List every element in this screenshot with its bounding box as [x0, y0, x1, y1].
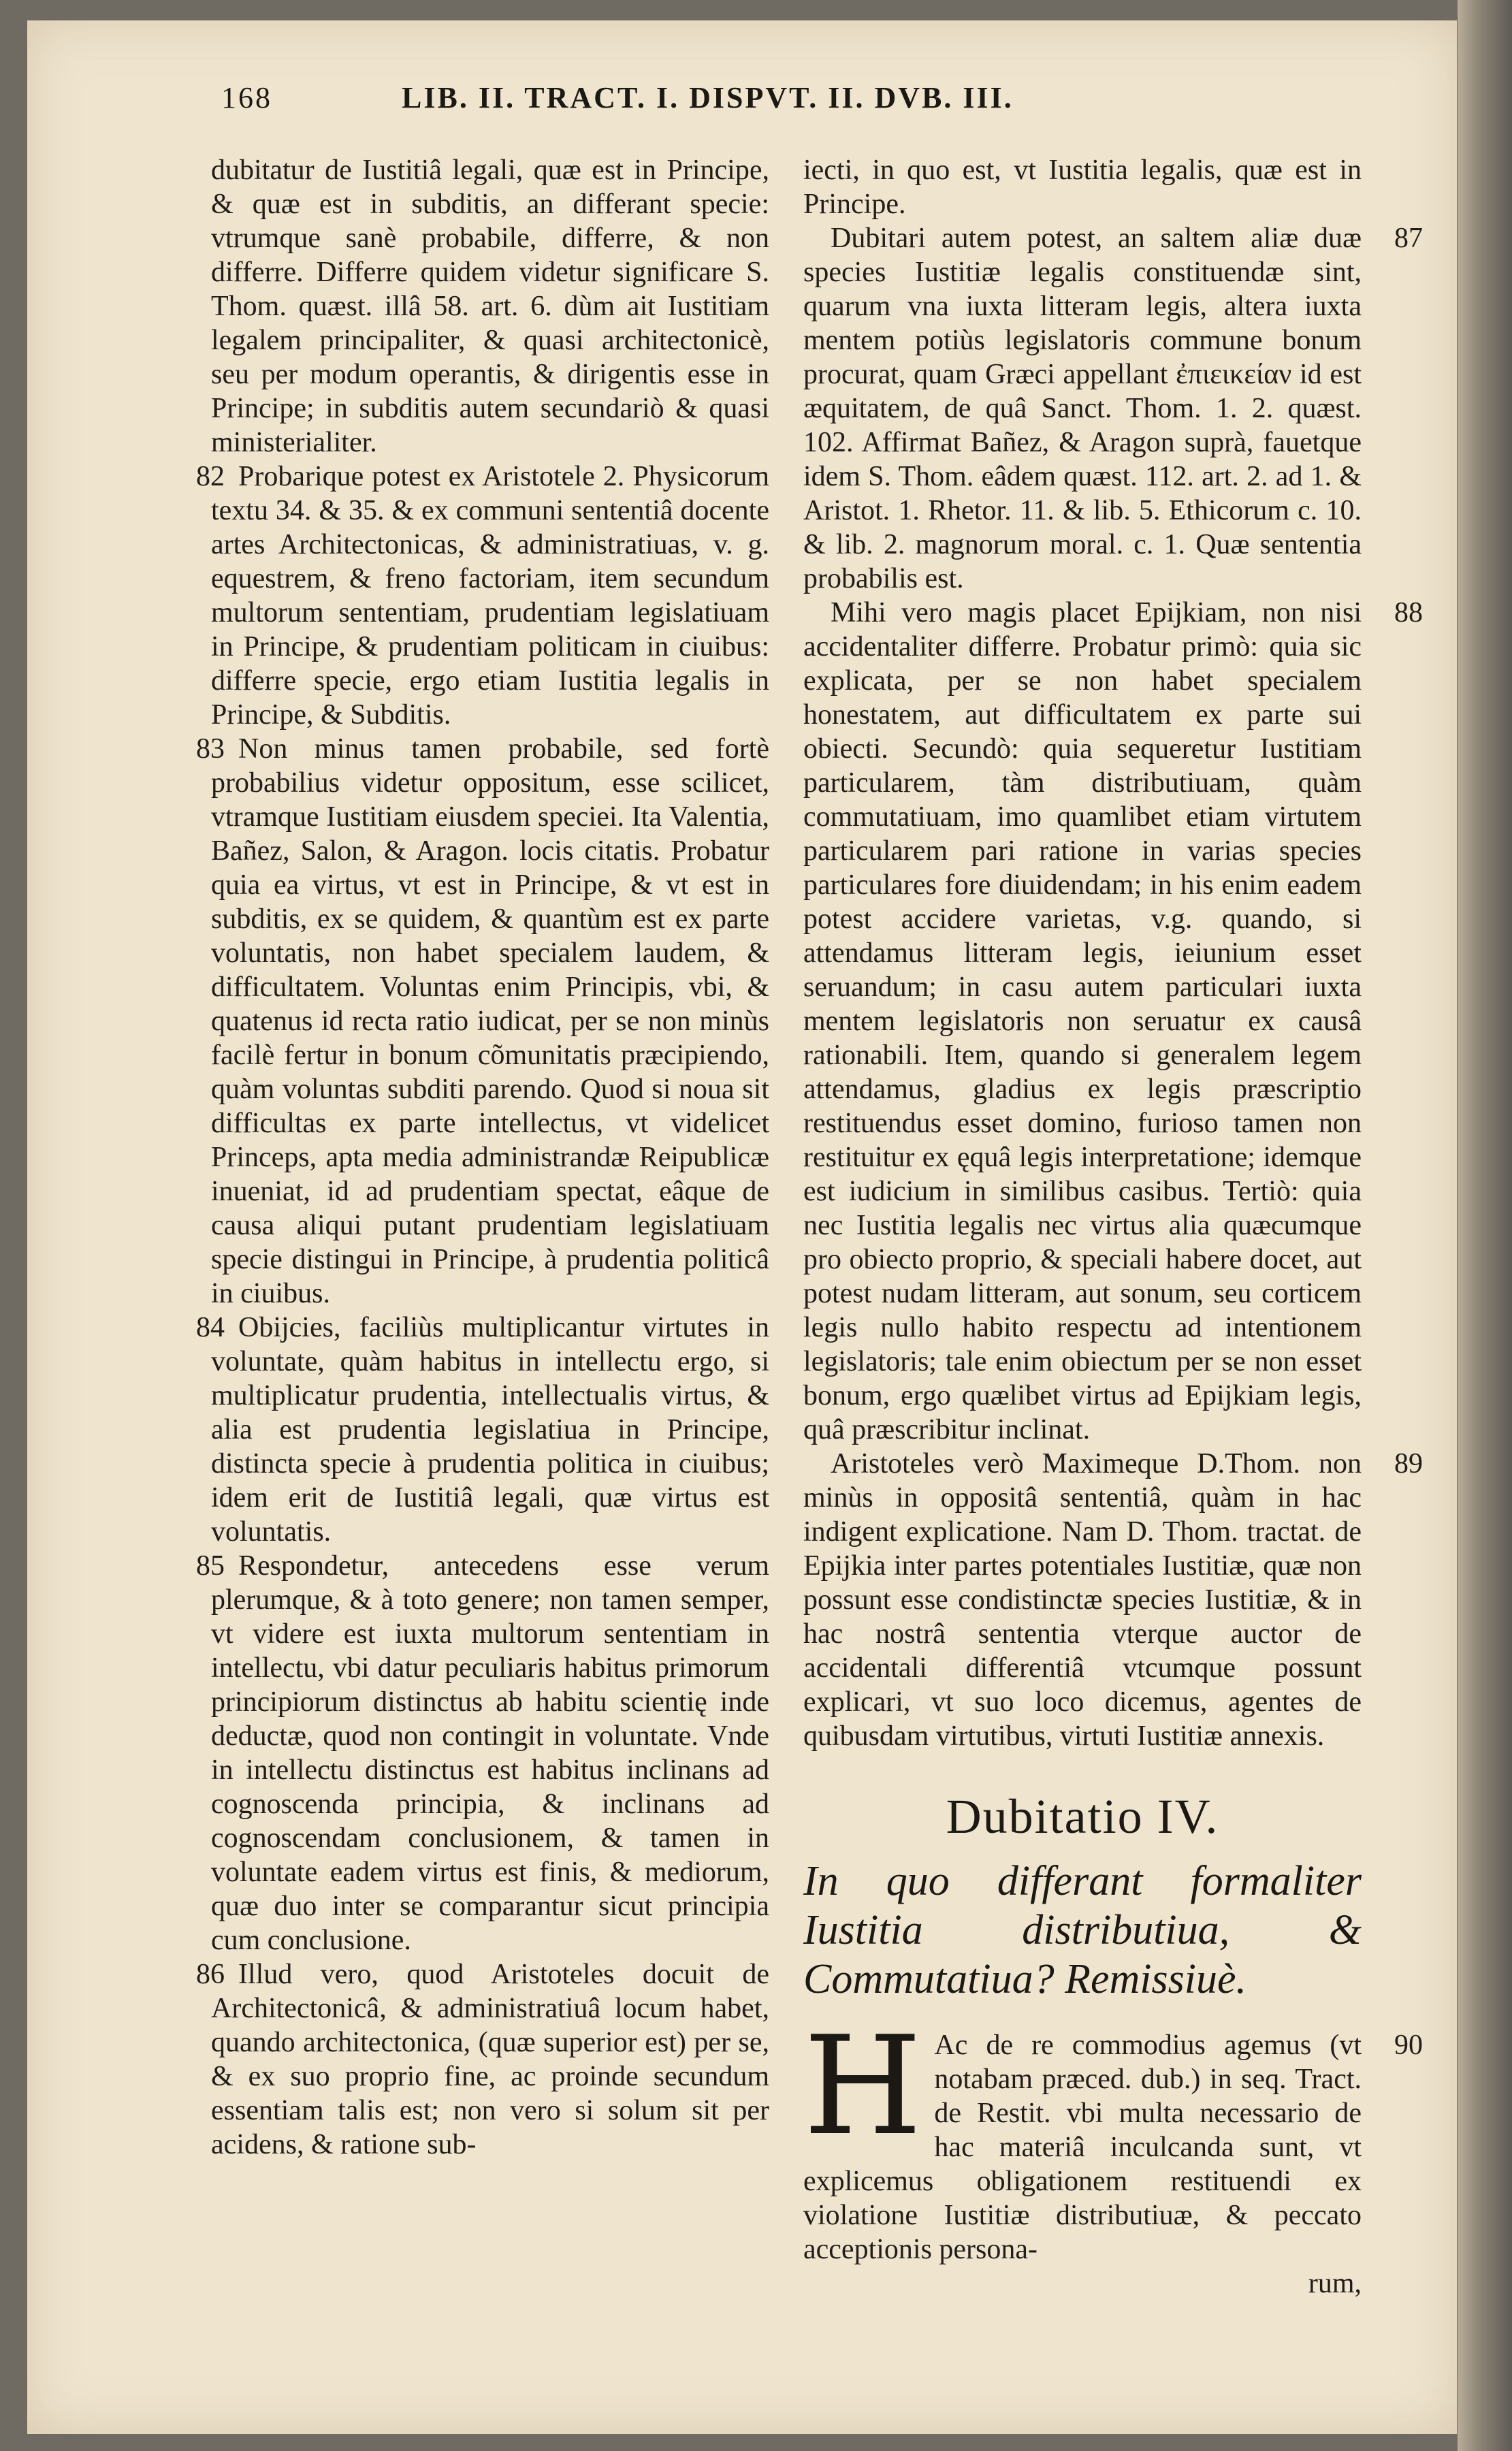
paragraph-number: 85: [196, 1550, 225, 1582]
drop-cap: H: [803, 2007, 922, 2166]
paragraph: [196, 460, 769, 732]
paragraph-text: Respondetur, antecedens esse verum plerumque, & à toto genere; non tamen semper, vt videre est iuxta multorum sententiam in intellectu, vbi datur peculiaris habitus primorum principiorum distinctus ab habitu scientię inde deductæ, quod non contingit in voluntate. Vnde in intellectu distinctus est habitus inclinans ad cognoscenda principia, & inclinans ad cognoscendam conclusionem, & tamen in voluntate eadem virtus est finis, & mediorum, quæ duo inter se comparantur sicut principia cum conclusione.: [211, 1550, 769, 1956]
right-column: [803, 153, 1423, 2301]
dubitatio-subtitle: In quo differant formaliter Iustitia distributiua, & Commutatiua? Remissiuè.: [803, 1858, 1362, 2002]
paragraph-number: 86: [196, 1959, 225, 1990]
paragraph-text: Ac de re commodius agemus (vt notabam præced. dub.) in seq. Tract. de Restit. vbi multa necessario de hac materiâ inculcanda sunt, vt explicemus obligationem restituendi ex violatione Iustitiæ distributiuæ, & peccato acceptionis persona-: [803, 2030, 1362, 2265]
paragraph-number: 82: [196, 461, 225, 492]
final-paragraph: [803, 2007, 1423, 2266]
paragraph-number: 88: [1394, 597, 1423, 628]
paragraph-text: iecti, in quo est, vt Iustitia legalis, quæ est in Principe.: [803, 155, 1362, 220]
paragraph-number: 87: [1394, 223, 1423, 254]
dubitatio-title: Dubitatio IV.: [946, 1789, 1219, 1844]
paragraph-text: Dubitari autem potest, an saltem aliæ duæ species Iustitiæ legalis constituendæ sint, quarum vna iuxta litteram legis, altera iuxta mentem potiùs legislatoris commune bonum procurat, quam Græci appellant ἐπιεικείαν id est æquitatem, de quâ Sanct. Thom. 1. 2. quæst. 102. Affirmat Bañez, & Aragon suprà, fauetque idem S. Thom. eâdem quæst. 112. art. 2. ad 1. & Aristot. 1. Rhetor. 11. & lib. 5. Ethicorum c. 10. & lib. 2. magnorum moral. c. 1. Quæ sententia probabilis est.: [803, 223, 1362, 594]
paragraph-text: Non minus tamen probabile, sed fortè probabilius videtur oppositum, esse scilicet, vtramque Iustitiam eiusdem speciei. Ita Valentia, Bañez, Salon, & Aragon. locis citatis. Probatur quia ea virtus, vt est in Principe, & vt est in subditis, ex se quidem, & quantùm est ex parte voluntatis, non habet specialem laudem, & difficultatem. Voluntas enim Principis, vbi, & quatenus id recta ratio iudicat, per se non minùs facilè fertur in bonum cõmunitatis præcipiendo, quàm voluntas subditi parendo. Quod si noua sit difficultas ex parte intellectus, vt videlicet Princeps, apta media administrandæ Reipublicæ inueniat, id ad prudentiam spectat, eâque de causa aliqui putant prudentiam legislatiuam specie distingui in Principe, à prudentia politicâ in ciuibus.: [211, 733, 769, 1309]
paragraph: [803, 153, 1362, 221]
paragraph-text: dubitatur de Iustitiâ legali, quæ est in Principe, & quæ est in subditis, an differant specie: vtrumque sanè probabile, differre, & non differre. Differre quidem videtur significare S. Thom. quæst. illâ 58. art. 6. dùm ait Iustitiam legalem principaliter, & quasi architectonicè, seu per modum operantis, & dirigentis esse in Principe; in subditis autem secundariò & quasi ministerialiter.: [211, 155, 769, 458]
paragraph-text: Illud vero, quod Aristoteles docuit de Architectonicâ, & administratiuâ locum habet, quando architectonica, (quæ superior est) per se, & ex suo proprio fine, ac proinde secundum essentiam talis est; non vero si solum sit per acidens, & ratione sub-: [211, 1959, 769, 2160]
paragraph-number: 83: [196, 733, 225, 765]
running-header: [170, 80, 1205, 121]
paragraph: [211, 153, 769, 460]
paragraph-number: 90: [1394, 2030, 1423, 2061]
catchword: rum,: [1308, 2268, 1362, 2299]
paragraph-number: 89: [1394, 1448, 1423, 1479]
paragraph-number: 84: [196, 1312, 225, 1343]
paragraph: [803, 1447, 1423, 1753]
running-title: LIB. II. TRACT. I. DISPVT. II. DVB. III.: [402, 81, 1014, 114]
book-binding-edge: [1458, 0, 1512, 2451]
paragraph-text: Obijcies, faciliùs multiplicantur virtutes in voluntate, quàm habitus in intellectu ergo, si multiplicatur prudentia, intellectualis virtus, & alia est prudentia legislatiua in Principe, distincta specie à prudentia politica in ciuibus; idem erit de Iustitiâ legali, quæ virtus est voluntatis.: [211, 1312, 769, 1548]
paragraph-text: Mihi vero magis placet Epijkiam, non nisi accidentaliter differre. Probatur primò: quia sic explicata, per se non habet specialem honestatem, aut difficultatem ex parte sui obiecti. Secundò: quia sequeretur Iustitiam particularem, tàm distributiuam, quàm commutatiuam, imo quamlibet etiam virtutem particularem pari ratione in varias species particulares fore diuidendam; in his enim eadem potest accidere varietas, v.g. quando, si attendamus litteram legis, ieiunium esset seruandum; in casu autem particulari iuxta mentem legislatoris non seruatur ex causâ rationabili. Item, quando si generalem legem attendamus, gladius ex legis præscriptio restituendus esset domino, furioso tamen non restituitur ex ęquâ legis interpretatione; idemque est iudicium in similibus casibus. Tertiò: quia nec Iustitia legalis nec virtus alia quæcumque pro obiecto proprio, & speciali habere docet, aut potest nudam litteram, aut sonum, seu corticem legis nullo habito respectu ad intentionem legislatoris; tale enim obiectum per se non esset bonum, ergo quælibet virtus ad Epijkiam legis, quâ præscribitur inclinat.: [803, 597, 1362, 1445]
paragraph: [196, 732, 769, 1311]
page-number: 168: [221, 81, 272, 114]
paragraph: [196, 1311, 769, 1549]
left-column: [196, 153, 769, 2162]
paragraph: [196, 1549, 769, 1957]
paragraph: [803, 221, 1423, 596]
paragraph: [803, 596, 1423, 1447]
paragraph-text: Aristoteles verò Maximeque D.Thom. non minùs in oppositâ sententiâ, quàm in hac indigent explicatione. Nam D. Thom. tractat. de Epijkia inter partes potentiales Iustitiæ, quæ non possunt esse condistinctæ species Iustitiæ, & in hac nostrâ sententia vterque auctor de accidentali differentiâ vtcumque possunt explicari, vt suo loco dicemus, agentes de quibusdam virtutibus, virtuti Iustitiæ annexis.: [803, 1448, 1362, 1752]
paragraph-text: Probarique potest ex Aristotele 2. Physicorum textu 34. & 35. & ex communi sententiâ docente artes Architectonicas, & administratiuas, v. g. equestrem, & freno factoriam, item secundum multorum sententiam, prudentiam legislatiuam in Principe, & prudentiam politicam in ciuibus: differre specie, ergo etiam Iustitia legalis in Principe, & Subditis.: [211, 461, 769, 731]
paragraph: [196, 1957, 769, 2162]
dubitatio-heading: [803, 1786, 1362, 2004]
